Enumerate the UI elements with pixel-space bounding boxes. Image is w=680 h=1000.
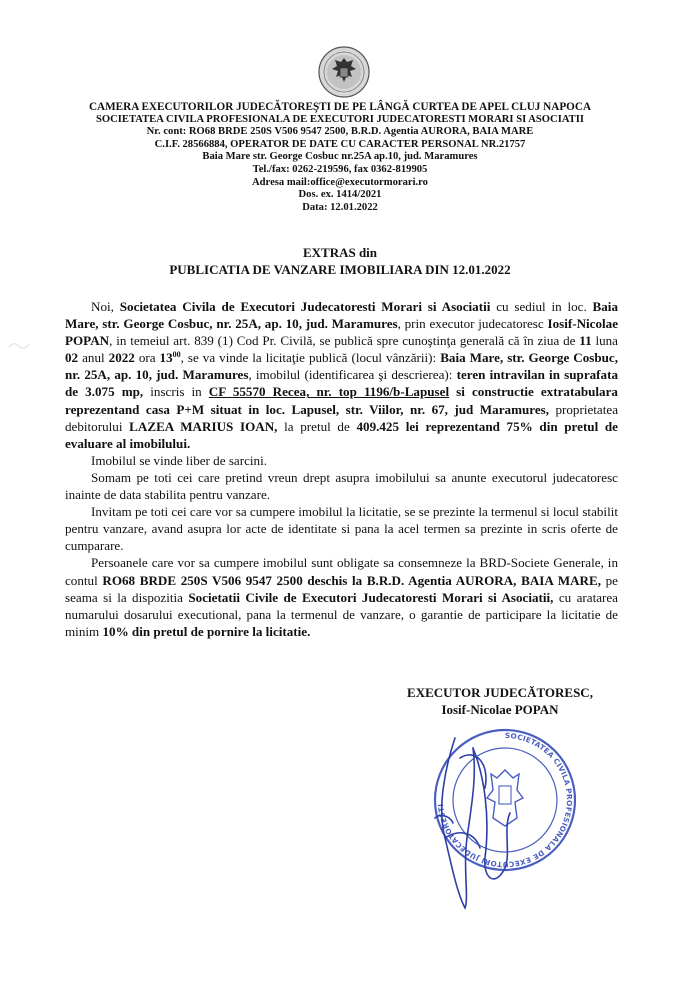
paragraph-guarantee: Persoanele care vor sa cumpere imobilul sunt obligate sa consemneze la BRD-Societe Generale, in contul RO68 BRDE 250S V506 9547 2500 deschis la B.R.D. Agentia AURORA, BAIA MARE, pe seama si la dispozitia Societatii Civile de Executori Judecatoresti Morari si Asociatii, cu aratarea numarului dosarului executional, pana la termenul de vanzare, o garantie de participare la licitatie de minim 10% din pretul de pornire la licitatie. (65, 555, 618, 639)
signer-name: Iosif-Nicolae POPAN (441, 702, 559, 717)
signature-block (380, 684, 620, 718)
signer-role: EXECUTOR JUDECĂTORESC, (407, 685, 593, 700)
document-date: Data: 12.01.2022 (302, 201, 378, 213)
svg-text:SOCIETATEA CIVILA PROFESIONALA: SOCIETATEA CIVILA PROFESIONALA DE EXECUTORI JUDECATORESTI (436, 730, 575, 870)
debtor-name: LAZEA MARIUS IOAN, (129, 418, 278, 434)
paragraph-sale-notice: Noi, Societatea Civila de Executori Judecatoresti Morari si Asociatii cu sediul in loc. Baia Mare, str. George Cosbuc, nr. 25A, ap. 10, jud. Maramures, prin executor judecatoresc Iosif-Nicolae POPAN, in temeiul art. 839 (1) Cod Pr. Civilă, se publică spre cunoştinţa generală că în ziua de 11 luna 02 anul 2022 ora $13^{00}$, se va vinde la licitaţie publică (locul vânzării): Baia Mare, str. George Cosbuc, nr. 25A, ap. 10, jud. Maramures, imobilul (identificarea şi descrierea): teren intravilan in suprafata de 3.075 mp, inscris in CF 55570 Recea, nr. top 1196/b-Lapusel si constructie extratabulara reprezentand casa P+M situat in loc. Lapusel, str. Viilor, nr. 67, jud Maramures, proprietatea debitorului LAZEA MARIUS IOAN, la pretul de 409.425 lei reprezentand 75% din pretul de evaluare al imobilului. (65, 299, 619, 451)
paragraph-no-encumbrances: Imobilul se vinde liber de sarcini. (91, 452, 267, 468)
email: Adresa mail:office@executormorari.ro (252, 176, 428, 188)
official-stamp-icon (415, 718, 595, 918)
document-title (60, 244, 620, 278)
document-body (65, 298, 618, 640)
title-line-1: EXTRAS din (302, 245, 378, 260)
chamber-name: CAMERA EXECUTORILOR JUDECĂTOREŞTI DE PE LÂNGĂ CURTEA DE APEL CLUJ NAPOCA (88, 101, 592, 113)
title-line-2: PUBLICATIA DE VANZARE IMOBILIARA DIN 12.01.2022 (169, 262, 511, 277)
letterhead (60, 101, 620, 214)
land-registry-ref: CF 55570 Recea, nr. top 1196/b-Lapusel (208, 384, 450, 400)
crest-emblem-icon (318, 46, 370, 98)
phone-fax: Tel./fax: 0262-219596, fax 0362-819905 (252, 163, 428, 175)
paragraph-claims: Somam pe toti cei care pretind vreun drept asupra imobilului sa anunte executorul judecatoresc inainte de data stabilita pentru vanzare. (65, 469, 618, 503)
bank-account: Nr. cont: RO68 BRDE 250S V506 9547 2500, B.R.D. Agentia AURORA, BAIA MARE (146, 126, 534, 138)
firm-name: SOCIETATEA CIVILA PROFESIONALA DE EXECUTORI JUDECATORESTI MORARI SI ASOCIATII (95, 113, 584, 125)
address: Baia Mare str. George Cosbuc nr.25A ap.10, jud. Maramures (202, 151, 478, 163)
price: 409.425 lei reprezentand 75% din pretul de evaluare al imobilului. (65, 418, 618, 451)
paragraph-invitation: Invitam pe toti cei care vor sa cumpere imobilul la licitatie, se se prezinte la termenul si locul stabilit pentru vanzare, avand asupra lor acte de identitate si pana la acel termen sa prezinte in scris oferte de cumparare. (65, 504, 618, 554)
fiscal-code: C.I.F. 28566884, OPERATOR DE DATE CU CARACTER PERSONAL NR.21757 (154, 138, 526, 150)
faint-mark-icon (6, 335, 32, 355)
case-number: Dos. ex. 1414/2021 (298, 189, 382, 201)
